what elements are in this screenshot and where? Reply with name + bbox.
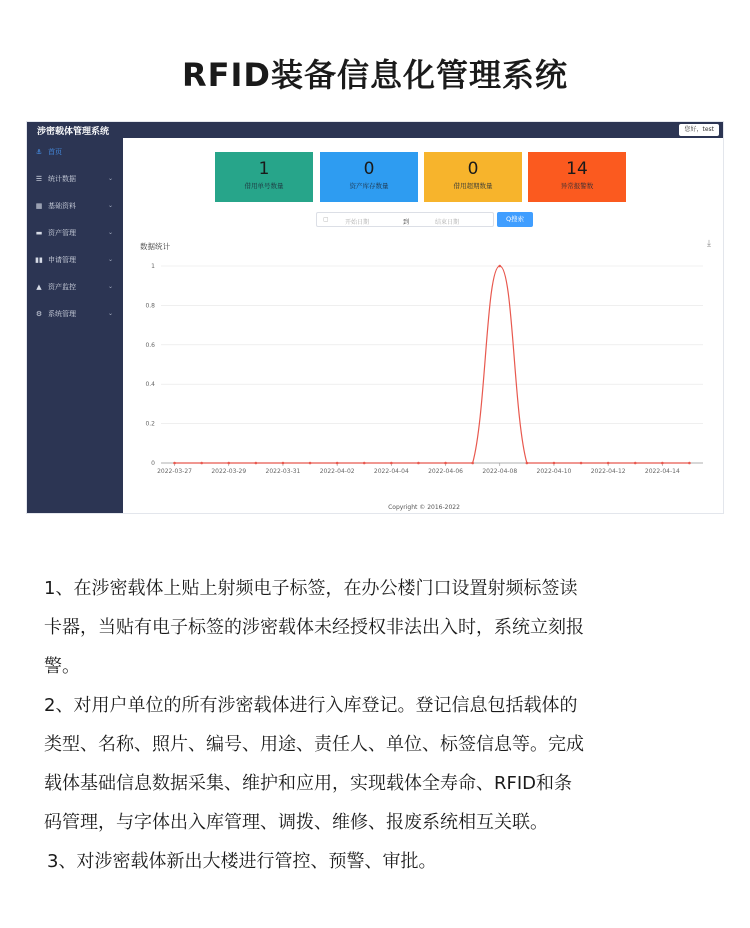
chevron-down-icon: ⌄ [107,229,113,236]
x-tick-label: 2022-04-04 [373,468,409,475]
data-point [580,462,583,465]
data-point [661,462,664,465]
stat-value: 14 [566,159,588,179]
calendar-icon: ▢ [323,216,329,223]
data-point [309,462,312,465]
sidebar-item-basic-data[interactable] [27,192,123,219]
x-tick-label: 2022-03-31 [265,468,301,475]
stat-value: 0 [467,159,479,179]
gear-icon: ⚙ [35,309,43,318]
sidebar-item-asset-management[interactable] [27,219,123,246]
data-point [390,462,393,465]
data-point [255,462,258,465]
description [44,569,714,881]
chevron-down-icon: ⌄ [107,175,113,182]
stat-label: 借用超期数量 [453,182,493,190]
date-filter [316,212,536,227]
copyright: Copyright © 2016-2022 [388,504,460,511]
description-line: 3、对涉密载体新出大楼进行管控、预警、审批。 [47,851,437,872]
sidebar [27,138,123,514]
main-content [123,138,724,514]
user-menu-button[interactable]: 您好，test [679,124,719,136]
description-line: 2、对用户单位的所有涉密载体进行入库登记。登记信息包括载体的 [44,695,578,716]
stat-label: 异常报警数 [560,182,594,190]
sidebar-item-label: 申请管理 [48,255,76,264]
data-point [173,462,176,465]
search-button[interactable]: Q搜索 [497,212,533,227]
description-line: 码管理，与字体出入库管理、调拨、维修、报废系统相互关联。 [44,812,548,833]
sidebar-item-label: 系统管理 [48,309,76,318]
x-tick-label: 2022-04-02 [319,468,355,475]
y-tick-label: 0 [151,460,155,467]
app-name: 涉密载体管理系统 [37,127,110,137]
stat-card-borrow-orders[interactable] [215,152,313,202]
chevron-down-icon: ⌄ [107,310,113,317]
list-icon: ☰ [35,174,43,183]
page-title: RFID装备信息化管理系统 [182,56,568,94]
description-line: 载体基础信息数据采集、维护和应用，实现载体全寿命、RFID和条 [44,773,573,794]
description-line: 类型、名称、照片、编号、用途、责任人、单位、标签信息等。完成 [44,734,584,755]
chevron-down-icon: ⌄ [107,202,113,209]
description-line: 警。 [44,656,80,677]
series-line [175,266,690,463]
stat-label: 借用单号数量 [244,182,284,190]
sidebar-item-label: 资产管理 [48,228,76,237]
data-point [688,462,691,465]
data-point [282,462,285,465]
y-tick-label: 0.2 [145,420,155,428]
x-tick-label: 2022-03-29 [211,468,247,475]
data-point [336,462,339,465]
x-tick-label: 2022-04-14 [644,468,680,475]
download-icon[interactable]: ⤓ [707,239,711,249]
stat-card-asset-inventory[interactable] [320,152,418,202]
x-tick-label: 2022-04-06 [428,468,463,475]
line-chart [143,254,713,494]
data-point [607,462,610,465]
chart-title: 数据统计 [140,242,170,251]
date-separator: 到 [403,219,410,226]
chevron-down-icon: ⌄ [107,256,113,263]
sidebar-item-statistics[interactable] [27,165,123,192]
sidebar-item-label: 基础资料 [48,201,76,210]
start-date-input[interactable]: 开始日期 [345,219,370,226]
data-point [227,462,230,465]
x-tick-label: 2022-03-27 [157,468,192,475]
y-tick-label: 0.8 [145,302,155,310]
date-range-picker[interactable] [316,212,494,227]
book-icon: ▮▮ [35,255,43,264]
data-point [526,462,529,465]
app-screenshot [26,121,724,514]
card-icon: ▬ [35,228,43,237]
x-tick-label: 2022-04-12 [590,468,626,475]
anchor-icon: ⚓ [35,147,43,156]
description-line: 1、在涉密载体上贴上射频电子标签，在办公楼门口设置射频标签读 [44,578,578,599]
y-tick-label: 0.4 [145,381,155,389]
sidebar-item-label: 资产监控 [48,282,76,291]
data-point [634,462,637,465]
grid-icon: ▦ [35,201,43,210]
data-point [444,462,447,465]
y-tick-label: 0.6 [145,341,155,349]
data-point [417,462,420,465]
end-date-input[interactable]: 结束日期 [435,219,460,226]
data-point [471,462,474,465]
sidebar-item-home[interactable] [27,138,123,165]
stat-label: 资产库存数量 [349,182,389,190]
x-tick-label: 2022-04-08 [482,468,518,475]
sidebar-item-label: 首页 [48,147,62,156]
x-tick-label: 2022-04-10 [536,468,572,475]
sidebar-item-application-management[interactable] [27,246,123,273]
data-point [553,462,556,465]
data-point [363,462,366,465]
top-bar [27,122,724,138]
stat-card-overdue[interactable] [424,152,522,202]
warning-icon: ▲ [36,282,42,291]
data-point [498,265,501,268]
stat-value: 1 [258,159,270,179]
stat-card-alarms[interactable] [528,152,626,202]
sidebar-item-label: 统计数据 [48,174,76,183]
sidebar-item-asset-monitoring[interactable] [27,273,123,300]
description-line: 卡器，当贴有电子标签的涉密载体未经授权非法出入时，系统立刻报 [44,617,584,638]
data-point [200,462,203,465]
y-tick-label: 1 [151,263,155,270]
stat-value: 0 [363,159,375,179]
chevron-down-icon: ⌄ [107,283,113,290]
sidebar-item-system-management[interactable] [27,300,123,327]
